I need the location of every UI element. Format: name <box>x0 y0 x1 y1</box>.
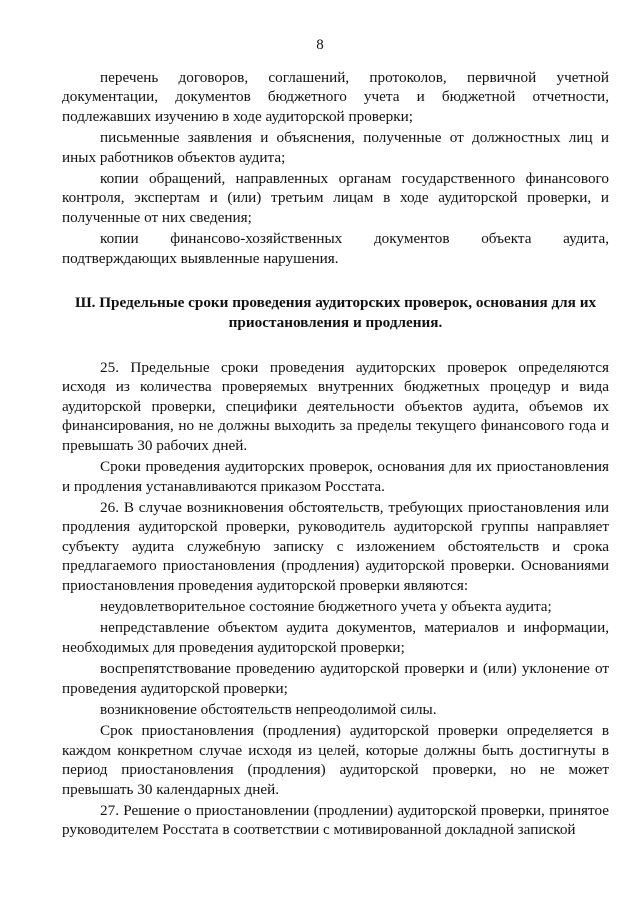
paragraph-list-item: неудовлетворительное состояние бюджетного учета у объекта аудита; <box>100 597 552 615</box>
paragraph-list-item: перечень договоров, соглашений, протоколов, первичной учетной документации, документов бюджетного учета и бюджетной отчетности, подлежавших изучению в ходе аудиторской проверки; <box>62 69 609 125</box>
section-heading: Ш. Предельные сроки проведения аудиторских проверок, основания для их приостановления и продления. <box>74 294 597 332</box>
document-body <box>62 68 609 840</box>
paragraph-list-item: копии обращений, направленных органам государственного финансового контроля, экспертам и (или) третьим лицам в ходе аудиторской проверки, и полученные от них сведения; <box>62 170 609 226</box>
paragraph: Сроки проведения аудиторских проверок, основания для их приостановления и продления устанавливаются приказом Росстата. <box>62 458 609 495</box>
paragraph-clause-26: 26. В случае возникновения обстоятельств, требующих приостановления или продления аудиторской проверки, руководитель аудиторской группы направляет субъекту аудита служебную записку с изложением обстоятельств и срока предлагаемого приостановления (продления) аудиторской проверки. Основаниями приостановления проведения аудиторской проверки являются: <box>62 498 609 594</box>
paragraph-list-item: возникновение обстоятельств непреодолимой силы. <box>100 700 437 718</box>
paragraph-clause-27: 27. Решение о приостановлении (продлении) аудиторской проверки, принятое руководителем Росстата в соответствии с мотивированной докладной запиской <box>62 802 609 839</box>
paragraph-list-item: копии финансово-хозяйственных документов объекта аудита, подтверждающих выявленные нарушения. <box>62 230 609 267</box>
paragraph: Срок приостановления (продления) аудиторской проверки определяется в каждом конкретном случае исходя из целей, которые должны быть достигнуты в период приостановления (продления) аудиторской проверки, но не может превышать 30 календарных дней. <box>62 722 609 798</box>
paragraph-list-item: непредставление объектом аудита документов, материалов и информации, необходимых для проведения аудиторской проверки; <box>62 619 609 656</box>
paragraph-list-item: письменные заявления и объяснения, полученные от должностных лиц и иных работников объектов аудита; <box>62 129 609 166</box>
paragraph-clause-25: 25. Предельные сроки проведения аудиторских проверок определяются исходя из количества проверяемых внутренних бюджетных процедур и вида аудиторской проверки, специфики деятельности объектов аудита, объемов их финансирования, но не должны выходить за пределы текущего финансового года и превышать 30 рабочих дней. <box>62 359 609 454</box>
page-number: 8 <box>316 37 324 53</box>
paragraph-list-item: воспрепятствование проведению аудиторской проверки и (или) уклонение от проведения аудиторской проверки; <box>62 660 609 697</box>
